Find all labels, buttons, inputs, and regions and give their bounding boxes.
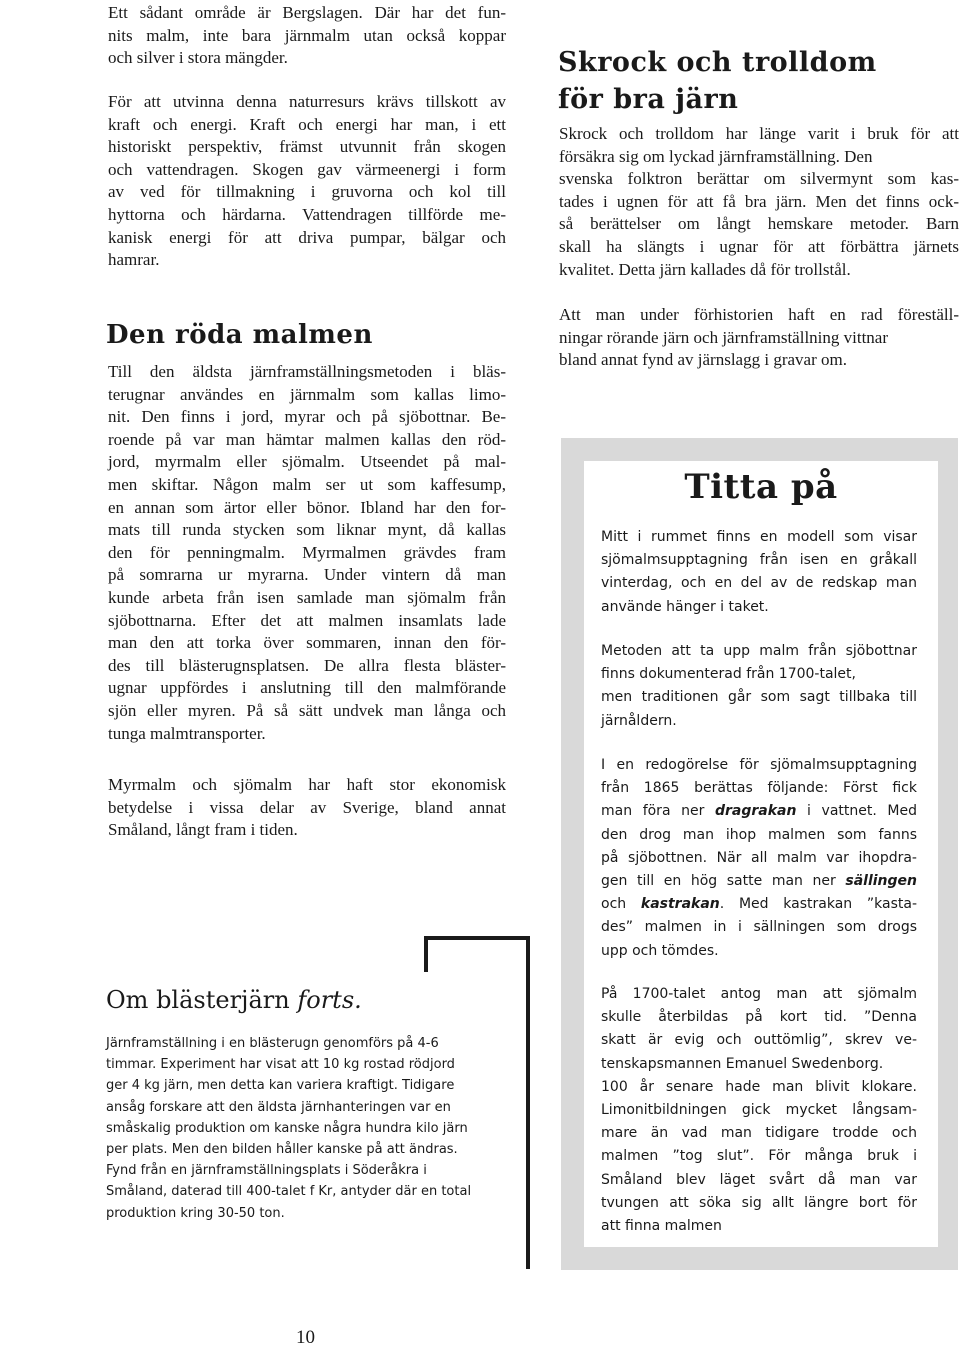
text-line [601, 893, 917, 916]
text-line: des” malmen in i sällningen som drogs [601, 919, 917, 936]
text-line: skulle återbildas på kort tid. ”Denna [601, 1009, 917, 1026]
text-line: Att man under förhistorien haft en rad föreställ- [559, 305, 959, 324]
text-line: ugnar uppfördes i anslutning till den malmförande [108, 678, 506, 698]
skrock-paragraph-2 [559, 304, 959, 372]
text-line: På 1700-talet antog man att sjömalm [601, 986, 917, 1002]
text-line: 100 år senare hade man blivit klokare. [601, 1078, 917, 1095]
text-line: den för penningmalm. Myrmalmen grävdes fram [108, 542, 506, 562]
text-line: och silver i stora mängder. [108, 48, 288, 68]
intro-paragraph-1 [108, 2, 506, 70]
text-line: hyttorna och härdarna. Vattendragen tillförde me- [108, 204, 506, 224]
text-line: en annan som ärtor eller bönor. Ibland har den for- [108, 497, 506, 517]
titta-pa-paragraph-2 [601, 640, 917, 733]
skrock-heading-line: för bra järn [558, 84, 739, 115]
text-line: Till den äldsta järnframställningsmetoden i bläs- [108, 362, 506, 381]
text-line: Metoden att ta upp malm från sjöbottnar [601, 643, 917, 659]
text-line: men traditionen går som sagt tillbaka till [601, 689, 917, 706]
term-kastrakan: kastrakan [640, 896, 720, 913]
text-line: på sjöbottnen. När all malm var ihopdra- [601, 849, 917, 866]
text-line: vinterdag, och en del av de redskap man [601, 575, 917, 592]
text-line: Mitt i rummet finns en modell som visar [601, 529, 917, 545]
text-line: men skiftar. Någon malm ser ut som kaffesump, [108, 474, 506, 494]
skrock-heading-line: Skrock och trolldom [558, 47, 877, 78]
text-line: Fynd från en järnframställningsplats i Söderåkra i [106, 1163, 427, 1179]
text-line: roende på var man hämtar malmen kallas den röd- [108, 429, 506, 449]
text-line: per plats. Men den bilden håller kanske på att ändras. [106, 1142, 458, 1158]
text-line: För att utvinna denna naturresurs krävs tillskott av [108, 92, 506, 111]
titta-pa-paragraph-1 [601, 526, 917, 619]
text-line [601, 800, 917, 823]
text-line: sjömalmsupptagning från isen en gråkall [601, 552, 917, 569]
text-line: nits malm, inte bara järnmalm utan också koppar [108, 25, 506, 45]
bracket-left-rule [424, 936, 428, 972]
text-line: försäkra sig om lyckad järnframställning. Den [559, 146, 873, 166]
text-line: tvungen att söka sig allt längre bort för [601, 1194, 917, 1211]
text-segment: gen till en hög satte man ner [601, 873, 846, 890]
text-line: tunga malmtransporter. [108, 723, 266, 743]
text-line: svenska folktron berättar om silvermynt som kas- [559, 169, 959, 189]
blasterjarn-heading-forts: forts. [297, 986, 362, 1014]
text-segment: och [601, 896, 641, 913]
roda-malmen-paragraph-1 [108, 361, 506, 745]
intro-paragraph-2 [108, 91, 506, 272]
text-line: Småland, daterad till 400-talet f Kr, antyder där en total [106, 1184, 472, 1200]
skrock-heading [558, 44, 877, 118]
blasterjarn-heading-main: Om blästerjärn [106, 986, 290, 1014]
text-line: betydelse i vissa delar av Sverige, bland annat [108, 797, 506, 817]
text-line: av ved för tillmakning i gruvorna och kol till [108, 182, 506, 202]
text-line: kvalitet. Detta järn kallades då för trollstål. [559, 259, 851, 279]
text-segment: man föra ner [601, 803, 715, 820]
text-line: Skrock och trolldom har länge varit i bruk för att [559, 124, 959, 143]
text-line: mats till runda stycken som liknar mynt, då kallas [108, 520, 506, 540]
text-line: Limonitbildningen gick mycket långsam- [601, 1102, 917, 1119]
text-line: ansåg forskare att den äldsta järnhanteringen var en [106, 1099, 451, 1115]
text-line [601, 870, 917, 893]
text-line: ger 4 kg järn, men detta kan variera kraftigt. Tidigare [106, 1078, 455, 1094]
text-line: bland annat fynd av järnslagg i gravar om. [559, 350, 847, 370]
text-line: malmen ”tog slut”. För många bruk i [601, 1148, 917, 1165]
text-line: så berättelser om långt hemskare metoder. Barn [559, 214, 959, 234]
page-number: 10 [296, 1327, 315, 1348]
blasterjarn-text [106, 1033, 506, 1224]
text-line: nit. Den finns i jord, myrar och på sjöbottnar. Be- [108, 407, 506, 427]
text-line: Småland, långt fram i tiden. [108, 820, 298, 840]
text-line: den drog man ihop malmen som fanns [601, 826, 917, 843]
text-line: hamrar. [108, 250, 160, 270]
text-line: sjöbottnarna. Efter det att malmen insamlats lade [108, 610, 506, 630]
text-line: des till blästerugnsplatsen. De allra flesta bläster- [108, 655, 506, 675]
text-line: från 1865 berättas följande: Först fick [601, 780, 917, 797]
text-segment: . Med kastrakan ”kasta- [719, 896, 917, 913]
text-line: Järnframställning i en blästerugn genomförs på 4-6 [106, 1036, 439, 1051]
text-line: på somrarna ur myrarna. Under vintern då man [108, 565, 506, 585]
text-line: kunde arbeta från isen samlade man sjömalm från [108, 587, 506, 607]
text-line: terugnar användes en järnmalm som kallas limo- [108, 384, 506, 404]
text-line: ningar rörande järn och järnframställning vittnar [559, 327, 889, 347]
text-line: och vattendragen. Skogen gav värmeenergi i form [108, 159, 506, 179]
text-line: sjön eller myren. På så sätt undvek man långa och [108, 700, 506, 720]
text-line: timmar. Experiment har visat att 10 kg rostad rödjord [106, 1057, 455, 1073]
text-line: historiskt perspektiv, främst utvunnit från skogen [108, 137, 506, 157]
text-line: tades i ugnen för att få bra järn. Men det finns ock- [559, 191, 959, 211]
text-line: Myrmalm och sjömalm har haft stor ekonomisk [108, 775, 506, 794]
blasterjarn-heading [106, 984, 362, 1016]
titta-pa-paragraph-4 [601, 983, 917, 1238]
text-segment: i vattnet. Med [796, 803, 917, 820]
term-dragrakan: dragrakan [714, 803, 797, 820]
titta-pa-paragraph-3 [601, 754, 917, 963]
text-line: jord, myrmalm eller sjömalm. Utseendet på mal- [108, 452, 506, 472]
text-line: tenskapsmannen Emanuel Swedenborg. [601, 1055, 884, 1072]
text-line: skall ha slängts i ugnar för att förbättra järnets [559, 236, 959, 256]
bracket-top-rule [424, 936, 530, 940]
text-line: finns dokumenterad från 1700-talet, [601, 666, 856, 683]
roda-malmen-paragraph-2 [108, 774, 506, 842]
skrock-paragraph-1 [559, 123, 959, 281]
text-line: småskalig produktion om kanske några hundra kilo järn [106, 1120, 468, 1136]
text-line: mare än vad man tidigare trodde och [601, 1125, 917, 1142]
text-line: upp och tömdes. [601, 942, 719, 959]
text-line: man den att torka över sommaren, innan den för- [108, 633, 506, 653]
titta-pa-heading: Titta på [684, 467, 838, 507]
text-line: Ett sådant område är Bergslagen. Där har det fun- [108, 3, 506, 22]
text-line: I en redogörelse för sjömalmsupptagning [601, 757, 917, 773]
text-line: kanisk energi för att driva pumpar, bälgar och [108, 227, 506, 247]
bracket-right-rule [526, 936, 530, 1269]
text-line: skatt är evig och outtömlig”, skrev ve- [601, 1032, 917, 1049]
roda-malmen-heading: Den röda malmen [106, 320, 373, 350]
text-line: kraft och energi. Kraft och energi har man, i ett [108, 114, 506, 134]
text-line: Småland blev läget svårt då man var [601, 1171, 917, 1188]
term-sallingen: sällingen [845, 873, 917, 890]
text-line: produktion kring 30-50 ton. [106, 1205, 285, 1221]
text-line: att finna malmen [601, 1218, 722, 1235]
text-line: använde hänger i taket. [601, 598, 769, 615]
text-line: järnåldern. [601, 712, 677, 729]
